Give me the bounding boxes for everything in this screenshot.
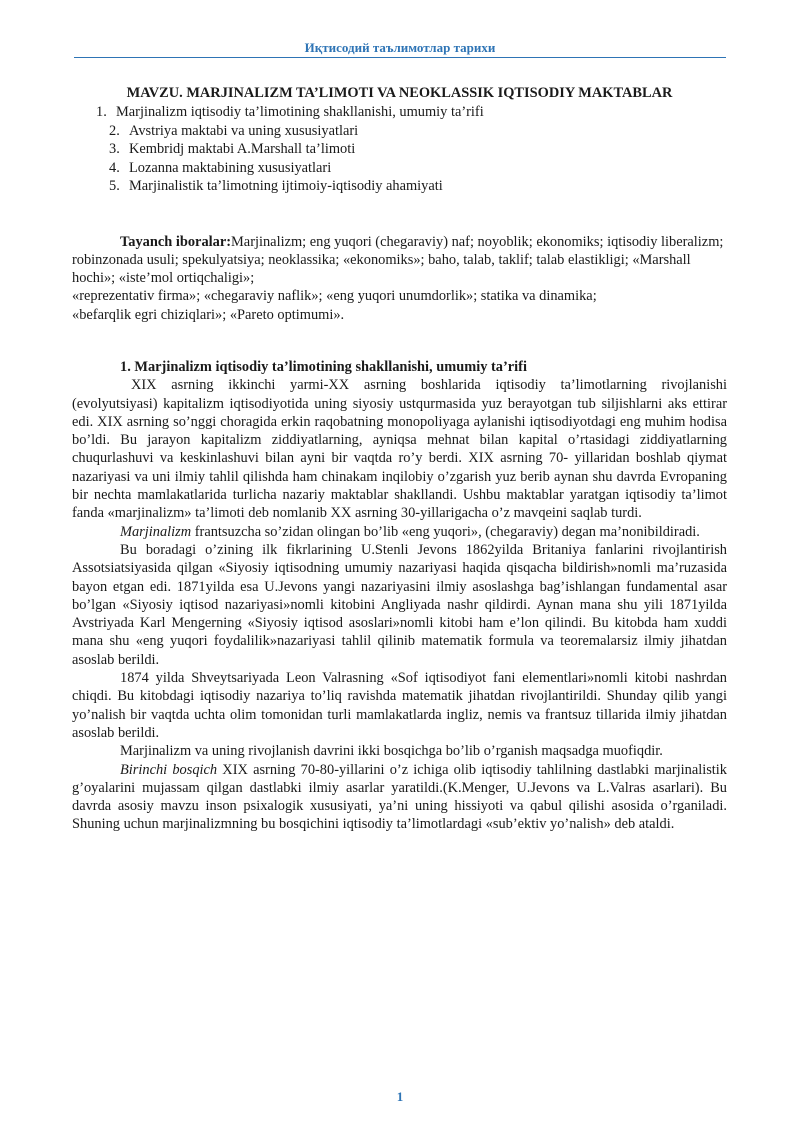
paragraph-5: Marjinalizm va uning rivojlanish davrini ikki bosqichga bo’lib o’rganish maqsadga muofiqdir.: [120, 743, 663, 760]
paragraph-2-text: frantsuzcha so’zidan olingan bo’lib «eng yuqori», (chegaraviy) degan ma’nonibildiradi.: [191, 523, 700, 540]
topic-text: Marjinalistik ta’limotning ijtimoiy-iqtisodiy ahamiyati: [129, 178, 443, 194]
paragraph-3: Bu boradagi o’zining ilk fikrlarining U.Stenli Jevons 1862yilda Britaniya fanlarini rivojlantirish Assotsiatsiyasida qilgan «Siyosiy iqtisodning umumiy nazariyasi haqida qisqacha bildirish»nomli ma’ruzasida bayon etgan edi. 1871yilda esa U.Jevons yangi nazariyasini ilmiy asoslashga bag’ishlangan fundamental asar bo’lgan «Siyosiy iqtisod nazariyasi»nomli kitobini Angliyada nashr qildirdi. Aynan mana shu yili 1871yilda Avstriyada Karl Mengerning «Siyosiy iqtisod asoslari»nomli kitobi ham e’lon qilindi. Bu kitobda ham xuddi mana shu «eng yuqori foydalilik»nazariyasi tahlil qilinib matematik formula va teoremalarsiz ilmiy jihatdan asoslab berildi.: [72, 541, 727, 668]
topic-item: [72, 103, 727, 122]
running-header: Иқтисодий таълимотлар тарихи: [74, 41, 726, 58]
paragraph-2: [72, 523, 727, 541]
topic-text: Kembridj maktabi A.Marshall ta’limoti: [129, 141, 356, 157]
topic-number: 1.: [96, 104, 107, 120]
paragraph-4: 1874 yilda Shveytsariyada Leon Valrasning «Sof iqtisodiyot fani elementlari»nomli kitobi nashrdan chiqdi. Bu kitobdagi iqtisodiy nazariya to’liq ravishda matematik jihatdan rivojlantirildi. Shunday qilib yangi yo’nalish bir vaqtda uchta olim tomonidan turli mamlakatlarda ingliz, nemis va frantsuz tillarida ilmiy jihatdan asoslab berildi.: [72, 670, 727, 741]
topic-item: [72, 159, 727, 178]
paragraph-6-text: XIX asrning 70-80-yillarini o’z ichiga olib iqtisodiy tahlilning dastlabki marjinalistik g’oyalarini mujassam qilgan dastlabki ilmiy asarlar yaratildi.(K.Menger, U.Jevons va L.Valras asarlari). Bu davrda asosiy mavzu inson psixalogik xususiyati, ya’ni uning hissiyoti va qabul qilishi asosida o’rganiladi. Shuning uchun marjinalizmning bu bosqichini iqtisodiy ta’limotlardagi «sub’ektiv yo’nalish» deb ataldi.: [72, 761, 728, 833]
topic-item: [72, 122, 727, 141]
page-number: 1: [396, 1089, 404, 1104]
topic-text: Marjinalizm iqtisodiy ta’limotining shakllanishi, umumiy ta’rifi: [116, 104, 484, 120]
topic-item: [72, 177, 727, 196]
keywords-line2: «reprezentativ firma»; «chegaraviy naflik»; «eng yuqori unumdorlik»; statika va dinamika;: [72, 288, 597, 305]
keywords-text: Marjinalizm; eng yuqori (chegaraviy) naf; noyoblik; ekonomiks; iqtisodiy liberalizm; robinzonada usuli; spekulyatsiya; neoklassika; «ekonomiks»; baho, talab, taklif; talab elastikligi; «Marshall hochi»; «iste’mol ortiqchaligi»;: [72, 233, 724, 287]
document-title: MAVZU. MARJINALIZM TA’LIMOTI VA NEOKLASSIK IQTISODIY MAKTABLAR: [126, 85, 673, 101]
keywords-label: Tayanch iboralar:: [120, 233, 232, 250]
keywords-paragraph: [72, 233, 727, 324]
keywords-line3: «befarqlik egri chiziqlari»; «Pareto optimumi».: [72, 306, 345, 323]
topic-number: 4.: [109, 159, 120, 176]
topic-text: Avstriya maktabi va uning xususiyatlari: [129, 122, 359, 139]
paragraph-6: [72, 761, 727, 834]
section-heading: 1. Marjinalizm iqtisodiy ta’limotining shakllanishi, umumiy ta’rifi: [120, 358, 527, 375]
topic-number: 5.: [109, 178, 120, 194]
paragraph-1: XIX asrning ikkinchi yarmi-XX asrning boshlarida iqtisodiy ta’limotlarning rivojlanishi (evolyutsiyasi) kapitalizm iqtisodiyotida uning siyosiy ustqurmasida yuz berayotgan tub siljishlarni aks ettirar edi. XIX asrning so’nggi choragida erkin raqobatning monopoliyaga aylanishi iqtisodiyotdagi eng muhim hodisa bo’ldi. Bu jarayon kapitalizm ziddiyatlarning, ayniqsa mehnat bilan kapital o’rtasidagi ziddiyatlarning chuqurlashuvi va keskinlashuvi bilan ayni bir vaqtda ro’y berdi. XIX asrning 70- yillaridan boshlab qiymat nazariyasi va uni ilmiy tahlil qilishda ham chinakam inqilobiy o’zgarish yuz berib aynan shu davrda Evropaning bir nechta mamlakatlarida turlicha nazariy maktablar shakllandi. Ushbu maktablar yaratgan iqtisodiy ta’limot fanda «marjinalizm» ta’limoti deb nomlanib XX asrning 30-yillarigacha o’z mavqeini saqlab turdi.: [72, 377, 727, 522]
term-birinchi-bosqich: Birinchi bosqich: [120, 761, 218, 778]
topic-number: 2.: [109, 122, 120, 139]
topic-number: 3.: [109, 141, 120, 157]
topic-item: [72, 140, 727, 159]
page-body: [72, 84, 727, 834]
topic-text: Lozanna maktabining xususiyatlari: [129, 159, 332, 176]
topic-list: [72, 103, 727, 196]
term-marjinalizm: Marjinalizm: [120, 523, 192, 540]
